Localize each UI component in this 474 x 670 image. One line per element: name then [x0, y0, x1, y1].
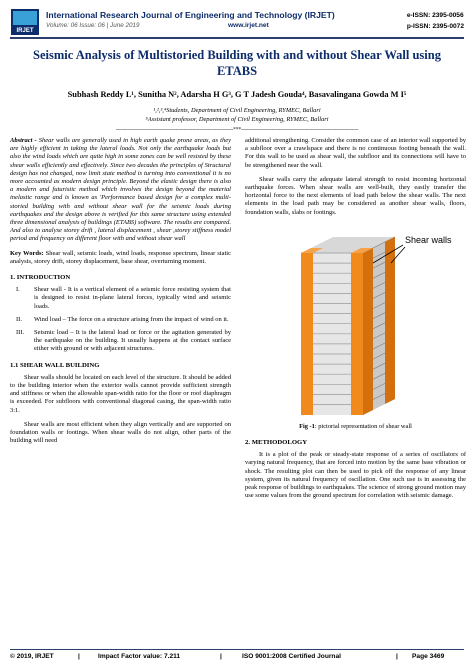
authors: Subhash Reddy L¹, Sunitha N², Adarsha H G³, G T Jadesh Gouda⁴, Basavalingana Gowda M I⁵ [67, 90, 407, 99]
page-number: Page 3469 [412, 653, 445, 660]
separator-line: ---------------------------------------------------------------------***--------------------------------------------------------------------- [115, 127, 359, 133]
eissn: e-ISSN: 2395-0056 [406, 12, 464, 19]
intro-heading: 1. INTRODUCTION [10, 274, 71, 282]
affiliation-students: ¹,²,³,⁴Students, Department of Civil Engineering, RYMEC, Ballari [153, 107, 321, 114]
shear-wall-figure [245, 223, 466, 419]
right-column [245, 137, 466, 506]
abstract [10, 137, 231, 244]
copyright: © 2019, IRJET [10, 653, 54, 660]
irjet-logo [10, 8, 40, 36]
methodology-heading: 2. METHODOLOGY [245, 439, 308, 447]
keywords-text: Shear wall, seismic loads, wind loads, response spectrum, linear static analysis, storey drift, storey displacement, base shear, overturning moment. [10, 249, 231, 265]
iso-certification: ISO 9001:2008 Certified Journal [242, 653, 341, 660]
list-text: Shear wall - It is a vertical element of a seismic force resisting system that is designed to resist in-plane lateral forces, typically wind and seismic loads. [34, 286, 231, 310]
list-number: III. [16, 329, 25, 337]
left-column [10, 137, 231, 452]
list-number: II. [16, 315, 22, 323]
caption-label: Fig -1 [299, 422, 315, 430]
list-text: Wind load – The force on a structure arising from the impact of wind on it. [34, 315, 229, 323]
paragraph: additional strengthening. Consider the common case of an interior wall supported by a subfloor over a crawlspace and there is no continuous footing beneath the wall. For this wall to be used as shear wall, the subfloor and its connections will have to be strengthened near the wall. [245, 137, 466, 169]
impact-factor: Impact Factor value: 7.211 [98, 653, 181, 660]
list-text: Seismic load – It is the lateral load or force or the agitation generated by the earthquake on the building. It usually happens at the contact surface either with ground or with adjacent structures. [34, 329, 231, 353]
paragraph: It is a plot of the peak or steady-state response of a series of oscillators of varying natural frequency, that are forced into motion by the same base vibration or shock. The resulting plot can then be used to pick off the response of any linear system, given its natural frequency of oscillation. One such use is in assessing the peak response of buildings to earthquakes. The science of strong ground motion may use some values from the ground spectrum for correlation with seismic damage. [245, 451, 466, 500]
definition-list [10, 286, 231, 353]
volume-issue: Volume: 06 Issue: 06 | June 2019 [46, 22, 140, 29]
list-number: I. [16, 286, 20, 294]
page-footer [10, 649, 464, 664]
journal-url[interactable]: www.irjet.net [228, 22, 269, 29]
pissn: p-ISSN: 2395-0072 [406, 23, 464, 30]
header-rule [10, 37, 464, 39]
shear-wall-building-heading: 1.1 SHEAR WALL BUILDING [10, 361, 100, 369]
caption-text: : pictorial representation of shear wall [314, 422, 412, 430]
paragraph: Shear walls carry the adequate lateral strength to resist incoming horizontal earthquake forces. When shear walls are well-built, they easily transfer the horizontal force to the next elements of load path below the shear walls. The next elements in the load path may be considered as another shear walls, floors, foundation walls, slabs or footings. [245, 175, 466, 216]
issn-block [407, 10, 464, 32]
keywords-label: Key Words: [10, 249, 44, 257]
footer-divider: | [78, 653, 80, 660]
svg-text:IRJET: IRJET [16, 28, 34, 34]
paragraph: Shear walls are most efficient when they align vertically and are supported on foundation walls or footings. When shear walls do not align, other parts of the building will need [10, 420, 231, 445]
paragraph: Shear walls should be located on each level of the structure. It should be added to the building interior when the exterior walls cannot provide sufficient strength and stiffness or when the allowable span-width ratio for the floor or roof diaphragm is exceeded. For subfloors with conventional diagonal casing, the span-width ratio 3:1. [10, 373, 231, 414]
building-illustration [245, 223, 466, 419]
list-item [10, 329, 231, 354]
affiliation-professor: ⁵Assistant professor, Department of Civil Engineering, RYMEC, Ballari [145, 115, 329, 123]
list-item [10, 316, 231, 324]
affiliations [10, 107, 464, 124]
figure-label: Shear walls [405, 234, 452, 245]
footer-divider: | [220, 653, 222, 660]
paper-title: Seismic Analysis of Multistoried Building with and without Shear Wall using ETABS [33, 48, 441, 78]
abstract-text: Shear walls are generally used in high earth quake prone areas, as they are highly efficient in taking the lateral loads. Not only the earthquake loads but also the wind loads which are quite high in some zones can be well resisted by these shear walls efficiently and effectively. Since two decades the principles of Structural design has not changed, now limit state method is turning into conventional it is no more accounted as modern design principle. Beyond the elastic design there is also a modern and futuristic method which involves the design beyond the material inelastic range and is known as 'Performance based design for a complex multi-storied building with and without shear wall for the seismic loads during earthquakes and the design above is verified for this same structure using extended three dimensional analysis of buildings (ETABS) software. The results are compared. And also to analyse storey drift , lateral displacement , shear ,storey stiffness model period and frequency on different floor with and without shear wall [10, 137, 231, 243]
journal-title: International Research Journal of Engineering and Technology (IRJET) [46, 10, 335, 20]
figure-caption [245, 423, 466, 431]
keywords [10, 250, 231, 266]
list-item [10, 286, 231, 311]
footer-divider: | [396, 653, 398, 660]
abstract-label: Abstract - [10, 137, 37, 144]
journal-header [10, 8, 464, 36]
